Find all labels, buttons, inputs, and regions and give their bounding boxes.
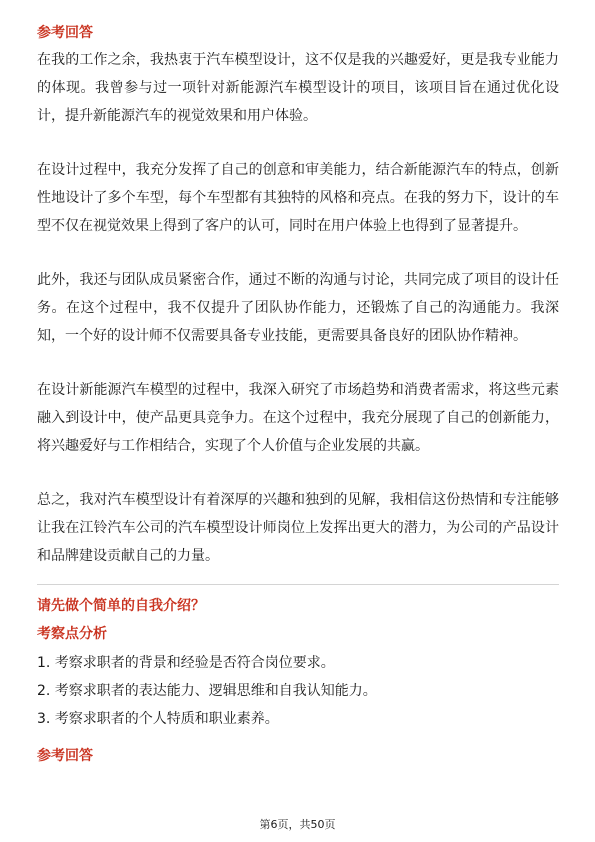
- analysis-list: [37, 649, 559, 733]
- reference-answer-heading-2: 参考回答: [37, 748, 93, 764]
- list-item: 3. 考察求职者的个人特质和职业素养。: [37, 711, 279, 727]
- reference-answer-heading: 参考回答: [37, 25, 93, 41]
- answer-paragraph-2: 在设计过程中，我充分发挥了自己的创意和审美能力，结合新能源汽车的特点，创新性地设计了多个车型，每个车型都有其独特的风格和亮点。在我的努力下，设计的车型不仅在视觉效果上得到了客户的认可，同时在用户体验上也得到了显著提升。: [37, 162, 559, 234]
- answer-paragraph-4: 在设计新能源汽车模型的过程中，我深入研究了市场趋势和消费者需求，将这些元素融入到设计中，使产品更具竞争力。在这个过程中，我充分展现了自己的创新能力，将兴趣爱好与工作相结合，实现了个人价值与企业发展的共赢。: [37, 382, 559, 454]
- paragraph-gap: [37, 240, 559, 266]
- question-title: 请先做个简单的自我介绍？: [37, 598, 205, 614]
- answer-paragraph-3: 此外，我还与团队成员紧密合作，通过不断的沟通与讨论，共同完成了项目的设计任务。在这个过程中，我不仅提升了团队协作能力，还锻炼了自己的沟通能力。我深知，一个好的设计师不仅需要具备专业技能，更需要具备良好的团队协作精神。: [37, 272, 559, 344]
- paragraph-gap: [37, 460, 559, 486]
- page-number: 第6页，共50页: [259, 818, 336, 831]
- list-item: 2. 考察求职者的表达能力、逻辑思维和自我认知能力。: [37, 683, 377, 699]
- analysis-heading: 考察点分析: [37, 626, 107, 642]
- answer-paragraph-5: 总之，我对汽车模型设计有着深厚的兴趣和独到的见解，我相信这份热情和专注能够让我在江铃汽车公司的汽车模型设计师岗位上发挥出更大的潜力，为公司的产品设计和品牌建设贡献自己的力量。: [37, 492, 559, 564]
- section-divider: [37, 584, 559, 585]
- paragraph-gap: [37, 130, 559, 156]
- page-content: [37, 22, 559, 769]
- list-item: 1. 考察求职者的背景和经验是否符合岗位要求。: [37, 655, 335, 671]
- answer-paragraph-1: 在我的工作之余，我热衷于汽车模型设计，这不仅是我的兴趣爱好，更是我专业能力的体现。我曾参与过一项针对新能源汽车模型设计的项目，该项目旨在通过优化设计，提升新能源汽车的视觉效果和用户体验。: [37, 52, 559, 124]
- paragraph-gap: [37, 350, 559, 376]
